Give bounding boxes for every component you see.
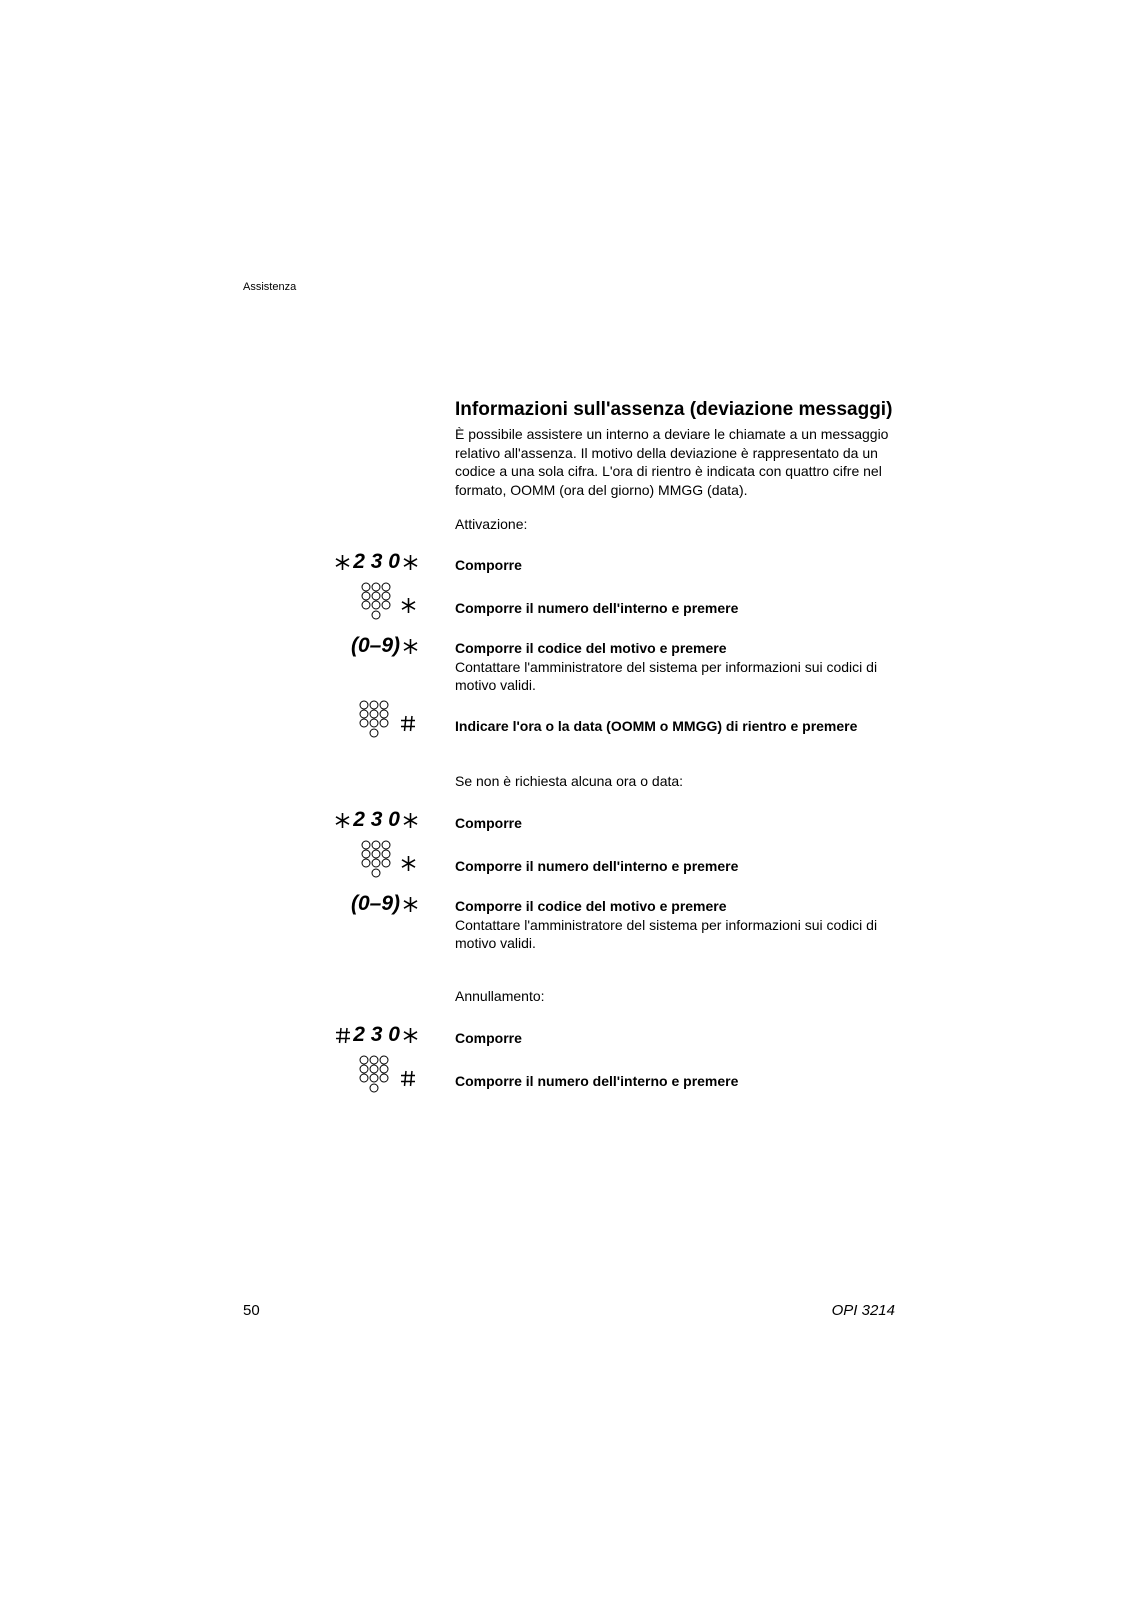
star-key-icon: [402, 1027, 419, 1044]
star-key-icon: [402, 554, 419, 571]
hash-key-icon: [400, 715, 416, 737]
step-dial: Comporre: [455, 815, 522, 831]
code-digits: 2 3 0: [353, 1023, 400, 1046]
star-key-icon: [400, 855, 417, 877]
activation-label: Attivazione:: [455, 516, 528, 532]
step-dial-extension: Comporre il numero dell'interno e premere: [455, 858, 739, 874]
hash-key-icon: [335, 1027, 351, 1044]
keypad-icon: [360, 840, 392, 887]
no-time-label: Se non è richiesta alcuna ora o data:: [455, 773, 684, 789]
code-reason: [351, 634, 419, 658]
section-header: Assistenza: [243, 281, 297, 293]
reason-note: Contattare l'amministratore del sistema per informazioni sui codici di motivo validi.: [455, 658, 878, 693]
star-key-icon: [334, 554, 351, 571]
code-star-230-star: [334, 550, 419, 574]
keypad-icon: [358, 1055, 390, 1102]
step-dial: Comporre: [455, 1030, 522, 1046]
code-reason: [351, 892, 419, 916]
step-dial: Comporre: [455, 557, 522, 573]
step-dial-reason: Comporre il codice del motivo e premere Contattare l'amministratore del sistema per informazioni sui codici di motivo validi.: [455, 898, 878, 951]
page-number: 50: [243, 1302, 260, 1319]
cancel-label: Annullamento:: [455, 988, 545, 1004]
step-dial-extension: Comporre il numero dell'interno e premere: [455, 1073, 739, 1089]
step-dial-reason: Comporre il codice del motivo e premere Contattare l'amministratore del sistema per informazioni sui codici di motivo validi.: [455, 640, 878, 693]
page-title: Informazioni sull'assenza (deviazione messaggi): [455, 399, 893, 420]
step-dial-extension: Comporre il numero dell'interno e premere: [455, 600, 739, 616]
reason-range: (0–9): [350, 892, 400, 915]
keypad-icon: [360, 582, 392, 629]
reason-range: (0–9): [350, 634, 400, 657]
intro-paragraph: È possibile assistere un interno a deviare le chiamate a un messaggio relativo all'assenza. Il motivo della deviazione è rappresentato da un codice a una sola cifra. L'ora di rientro è indicata con quattro cifre nel formato, OOMM (ora del giorno) MMGG (data).: [455, 426, 889, 498]
star-key-icon: [402, 812, 419, 829]
keypad-icon: [358, 700, 390, 747]
star-key-icon: [334, 812, 351, 829]
code-digits: 2 3 0: [353, 808, 400, 831]
model-name: OPI 3214: [831, 1302, 895, 1319]
star-key-icon: [400, 597, 417, 619]
code-digits: 2 3 0: [353, 550, 400, 573]
code-hash-230-star: [335, 1023, 419, 1047]
hash-key-icon: [400, 1070, 416, 1092]
code-star-230-star: [334, 808, 419, 832]
reason-note: Contattare l'amministratore del sistema per informazioni sui codici di motivo validi.: [455, 916, 878, 951]
star-key-icon: [402, 638, 419, 655]
step-return-time: Indicare l'ora o la data (OOMM o MMGG) di rientro e premere: [455, 718, 858, 734]
star-key-icon: [402, 896, 419, 913]
